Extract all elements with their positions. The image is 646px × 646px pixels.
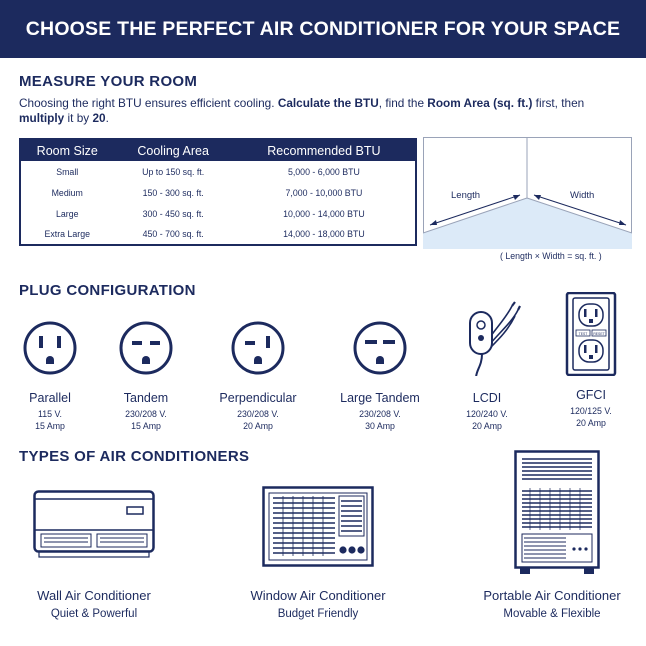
plug-voltage: 230/208 V. [359,409,401,419]
plug-voltage: 115 V. [38,409,62,419]
plug-amps: 30 Amp [365,421,395,431]
plug-voltage: 120/240 V. [466,409,508,419]
table-cell: 14,000 - 18,000 BTU [283,229,365,239]
length-label: Length [451,190,481,201]
plug-name: Perpendicular [219,391,297,405]
table-cell: 7,000 - 10,000 BTU [285,187,363,198]
parallel-outlet-icon [22,320,78,376]
ac-name: Portable Air Conditioner [483,588,621,603]
measure-heading: MEASURE YOUR ROOM [19,73,198,90]
plug-name: LCDI [472,391,502,405]
table-row [20,182,416,203]
ac-tagline: Budget Friendly [277,608,359,620]
table-cell: 10,000 - 14,000 BTU [283,208,365,219]
plug-parallel [15,320,85,432]
plug-amps: 20 Amp [472,421,502,431]
plug-name: Large Tandem [340,391,420,405]
perpendicular-outlet-icon [230,320,286,376]
tandem-outlet-icon [118,320,174,376]
measure-description: Choosing the right BTU ensures efficient cooling. Calculate the BTU, find the Room Area (sq. ft.) first, then multiply it by 20. [19,96,585,125]
ac-tagline: Movable & Flexible [503,608,601,620]
table-row [20,203,416,224]
table-cell: 300 - 450 sq. ft. [142,208,204,219]
plug-name: Parallel [29,391,71,405]
plug-voltage: 230/208 V. [237,409,279,419]
ac-tagline: Quiet & Powerful [50,608,138,620]
table-cell: Up to 150 sq. ft. [142,166,205,177]
table-cell: Extra Large [44,229,90,239]
ac-name: Wall Air Conditioner [37,588,151,603]
test-label: TEST [578,331,588,336]
table-cell: Medium [51,187,83,198]
page-title: CHOOSE THE PERFECT AIR CONDITIONER FOR YOUR SPACE [25,17,621,40]
plug-amps: 15 Amp [35,421,65,431]
plug-gfci [556,292,626,429]
table-cell: 150 - 300 sq. ft. [142,187,204,198]
plug-voltage: 230/208 V. [125,409,167,419]
wall-ac-icon [33,490,155,562]
table-header-row [20,139,416,161]
plug-name: GFCI [576,388,606,402]
ac-window [228,588,408,620]
page-header [0,0,646,58]
table-cell: 450 - 700 sq. ft. [142,229,204,239]
plug-heading: PLUG CONFIGURATION [19,282,196,299]
diagram-caption: ( Length × Width = sq. ft. ) [500,251,602,261]
plug-voltage: 120/125 V. [570,406,612,416]
table-cell: Large [55,208,79,219]
table-row [20,224,416,245]
table-cell: 5,000 - 6,000 BTU [287,166,360,177]
btu-table [19,138,417,246]
portable-ac-icon [514,450,600,576]
room-area-diagram [423,137,632,249]
plug-name: Tandem [123,391,169,405]
table-row [20,161,416,182]
plug-amps: 20 Amp [243,421,273,431]
plug-tandem [111,320,181,432]
large-tandem-outlet-icon [352,320,408,376]
lcdi-plug-icon [452,300,522,376]
plug-amps: 20 Amp [576,418,606,428]
plug-lcdi [452,300,522,432]
ac-name: Window Air Conditioner [250,588,386,603]
ac-wall [13,588,175,620]
types-heading: TYPES OF AIR CONDITIONERS [19,448,250,465]
window-ac-icon [262,486,374,568]
plug-amps: 15 Amp [131,421,161,431]
plug-perpendicular [215,320,301,432]
column-header: Cooling Area [137,143,209,158]
column-header: Recommended BTU [267,143,381,158]
column-header: Room Size [36,143,98,158]
plug-large-tandem [334,320,426,432]
reset-label: RESET [593,331,605,336]
gfci-outlet-icon [565,292,617,376]
ac-portable [466,588,638,620]
table-cell: Small [56,166,79,177]
width-label: Width [570,190,595,201]
